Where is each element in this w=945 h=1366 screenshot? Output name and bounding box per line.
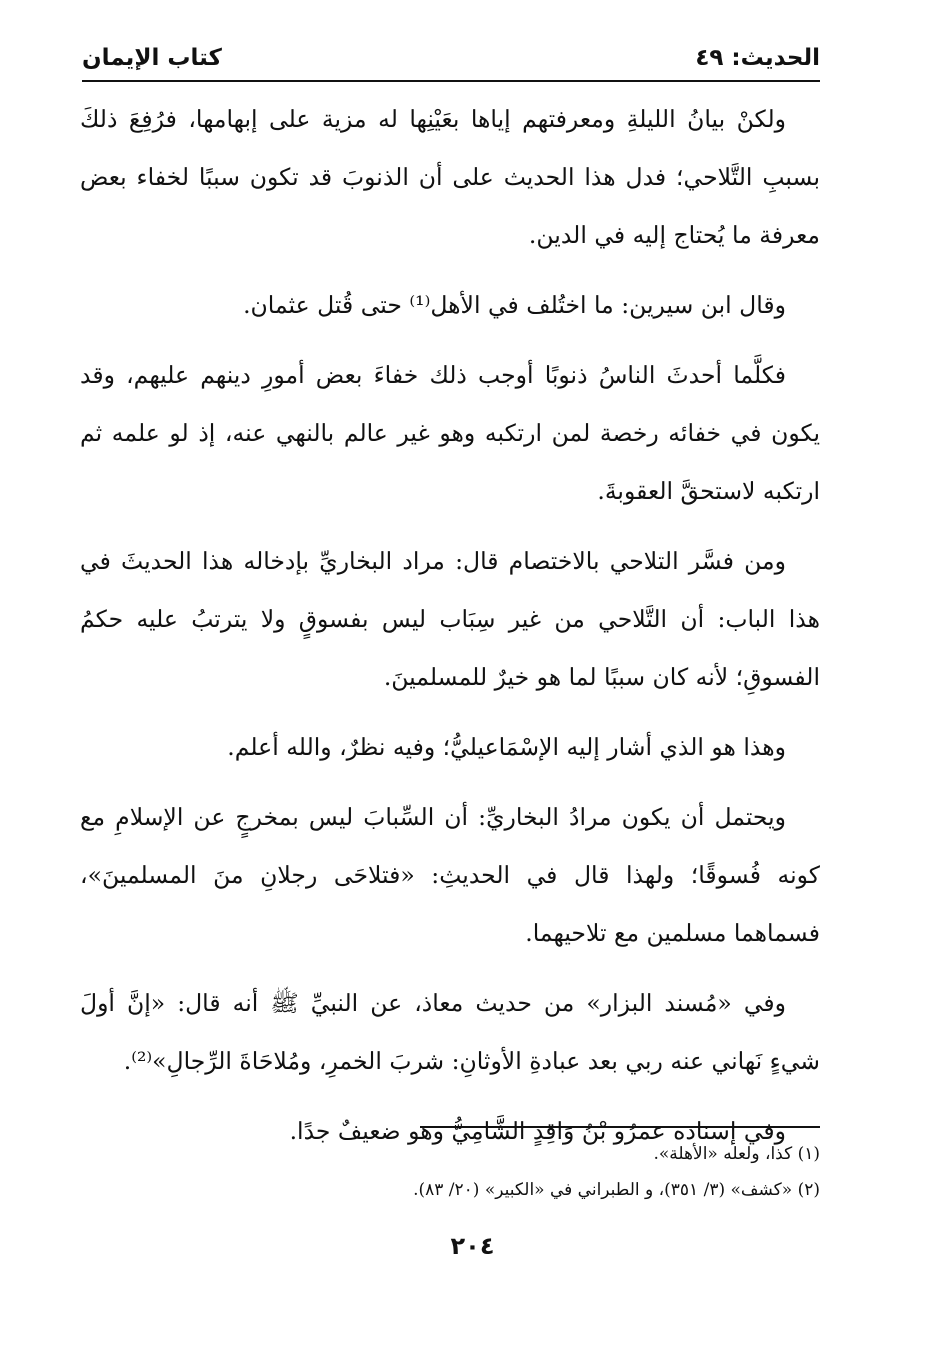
footnote-divider [420, 1126, 820, 1128]
header-divider [82, 80, 820, 82]
paragraph: ومن فسَّر التلاحي بالاختصام قال: مراد البخاريِّ بإدخاله هذا الحديثَ في هذا الباب: أن التَّلاحي من غير سِبَاب ليس بفسوقٍ ولا يترتبُ عليه حكمُ الفسوقِ؛ لأنه كان سببًا لما هو خيرٌ للمسلمينَ. [80, 547, 820, 691]
paragraph: وقال ابن سيرين: ما اختُلف في الأهل⁽¹⁾ حتى قُتل عثمان. [243, 291, 786, 319]
paragraph: وهذا هو الذي أشار إليه الإسْمَاعيليُّ؛ وفيه نظرٌ، والله أعلم. [227, 733, 786, 761]
footnotes [100, 1136, 820, 1208]
running-header [82, 38, 820, 78]
paragraph: وفي «مُسند البزار» من حديث معاذ، عن النبيِّ ﷺ أنه قال: «إنَّ أولَ شيءٍ نَهاني عنه ربي بعد عبادةِ الأوثانِ: شربَ الخمرِ، ومُلاحَاةَ الرِّجالِ»⁽²⁾. [80, 989, 820, 1075]
footnote-item: (٢) «كشف» (٣/ ٣٥١)، و الطبراني في «الكبير» (٢٠/ ٨٣). [413, 1180, 820, 1200]
page-number: ٢٠٤ [450, 1232, 495, 1260]
footnote-item: (١) كذا، ولعله «الأهلة». [653, 1144, 820, 1164]
paragraph: فكلَّما أحدثَ الناسُ ذنوبًا أوجب ذلك خفاءَ بعض أمورِ دينهم عليهم، وقد يكون في خفائه رخصة لمن ارتكبه وهو غير عالم بالنهي عنه، إذ لو علمه ثم ارتكبه لاستحقَّ العقوبةَ. [80, 361, 820, 505]
paragraph: ويحتمل أن يكون مرادُ البخاريِّ: أن السِّبابَ ليس بمخرجٍ عن الإسلامِ مع كونه فُسوقًا؛ ولهذا قال في الحديثِ: «فتلاحَى رجلانِ منَ المسلمينَ»، فسماهما مسلمين مع تلاحيهما. [80, 803, 820, 947]
main-text [80, 90, 820, 1172]
paragraph: وفي إسناده عمرُو بْنُ وَاقِدٍ الشَّامِيُّ وهو ضعيفٌ جدًا. [289, 1117, 786, 1145]
paragraph: ولكنْ بيانُ الليلةِ ومعرفتهم إياها بعَيْنِها له مزية على إبهامها، فرُفِعَ ذلكَ بسببِ التَّلاحي؛ فدل هذا الحديث على أن الذنوبَ قد تكون سببًا لخفاء بعض معرفة ما يُحتاج إليه في الدين. [80, 105, 820, 249]
book-title-heading: كتاب الإيمان [82, 45, 222, 71]
hadith-number-heading: الحديث: ٤٩ [695, 45, 820, 71]
